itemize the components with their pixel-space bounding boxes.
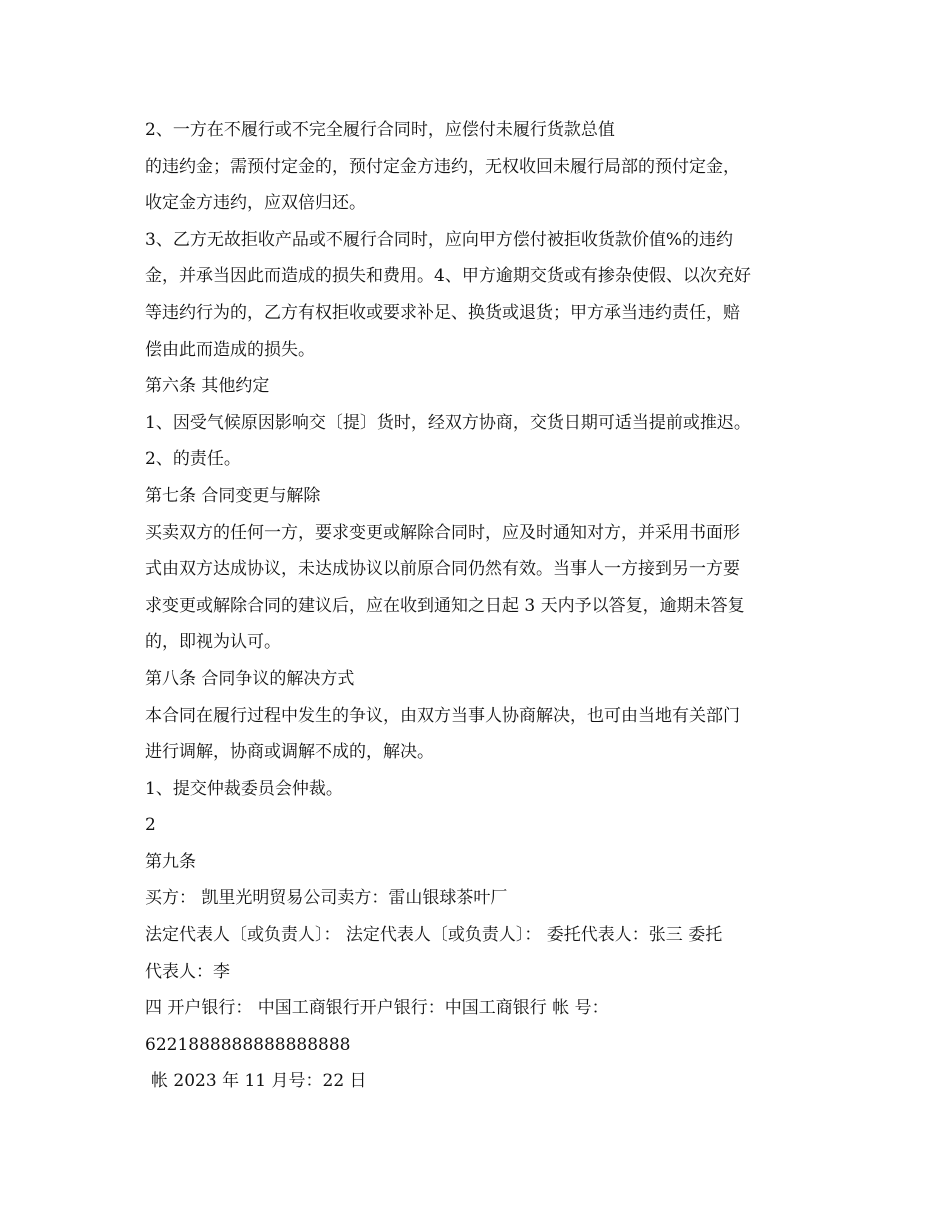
text-line: 式由双方达成协议，未达成协议以前原合同仍然有效。当事人一方接到另一方要 [145, 559, 740, 580]
text-line: 本合同在履行过程中发生的争议，由双方当事人协商解决，也可由当地有关部门 [145, 705, 740, 726]
text-line: 买卖双方的任何一方，要求变更或解除合同时，应及时通知对方，并采用书面形 [145, 522, 740, 543]
text-line: 2、一方在不履行或不完全履行合同时，应偿付未履行货款总值 [145, 120, 615, 140]
text-line: 帐 2023 年 11 月号：22 日 [151, 1071, 367, 1092]
text-line: 6221888888888888888 [145, 1034, 351, 1055]
text-line: 1、因受气候原因影响交〔提〕货时，经双方协商，交货日期可适当提前或推迟。 [145, 412, 751, 433]
text-line: 金，并承当因此而造成的损失和费用。4、甲方逾期交货或有掺杂使假、以次充好 [145, 266, 751, 287]
text-line: 1、提交仲裁委员会仲裁。 [145, 778, 343, 799]
text-line: 求变更或解除合同的建议后，应在收到通知之日起 3 天内予以答复，逾期未答复 [145, 595, 745, 616]
text-line: 法定代表人〔或负责人〕： 法定代表人〔或负责人〕： 委托代表人：张三 委托 [145, 925, 723, 946]
text-line: 的，即视为认可。 [145, 632, 281, 653]
document-body [145, 112, 825, 1100]
text-line: 2、的责任。 [145, 449, 241, 470]
section-heading: 第六条 其他约定 [145, 376, 270, 397]
text-line: 代表人：李 [145, 961, 230, 982]
text-line: 买方： 凯里光明贸易公司卖方：雷山银球茶叶厂 [145, 888, 508, 909]
section-heading: 第七条 合同变更与解除 [145, 485, 321, 506]
section-heading: 第八条 合同争议的解决方式 [145, 668, 355, 689]
text-line: 等违约行为的，乙方有权拒收或要求补足、换货或退货；甲方承当违约责任，赔 [145, 302, 740, 323]
text-line: 偿由此而造成的损失。 [145, 339, 315, 360]
text-line: 3、乙方无故拒收产品或不履行合同时，应向甲方偿付被拒收货款价值%的违约 [145, 229, 733, 250]
text-line: 收定金方违约，应双倍归还。 [145, 193, 366, 214]
text-line: 进行调解，协商或调解不成的，解决。 [145, 742, 434, 763]
text-line: 的违约金；需预付定金的，预付定金方违约，无权收回未履行局部的预付定金， [145, 156, 740, 177]
section-heading: 第九条 [145, 851, 196, 872]
text-line: 2 [145, 815, 156, 836]
text-line: 四 开户银行： 中国工商银行开户银行：中国工商银行 帐 号： [145, 998, 609, 1019]
